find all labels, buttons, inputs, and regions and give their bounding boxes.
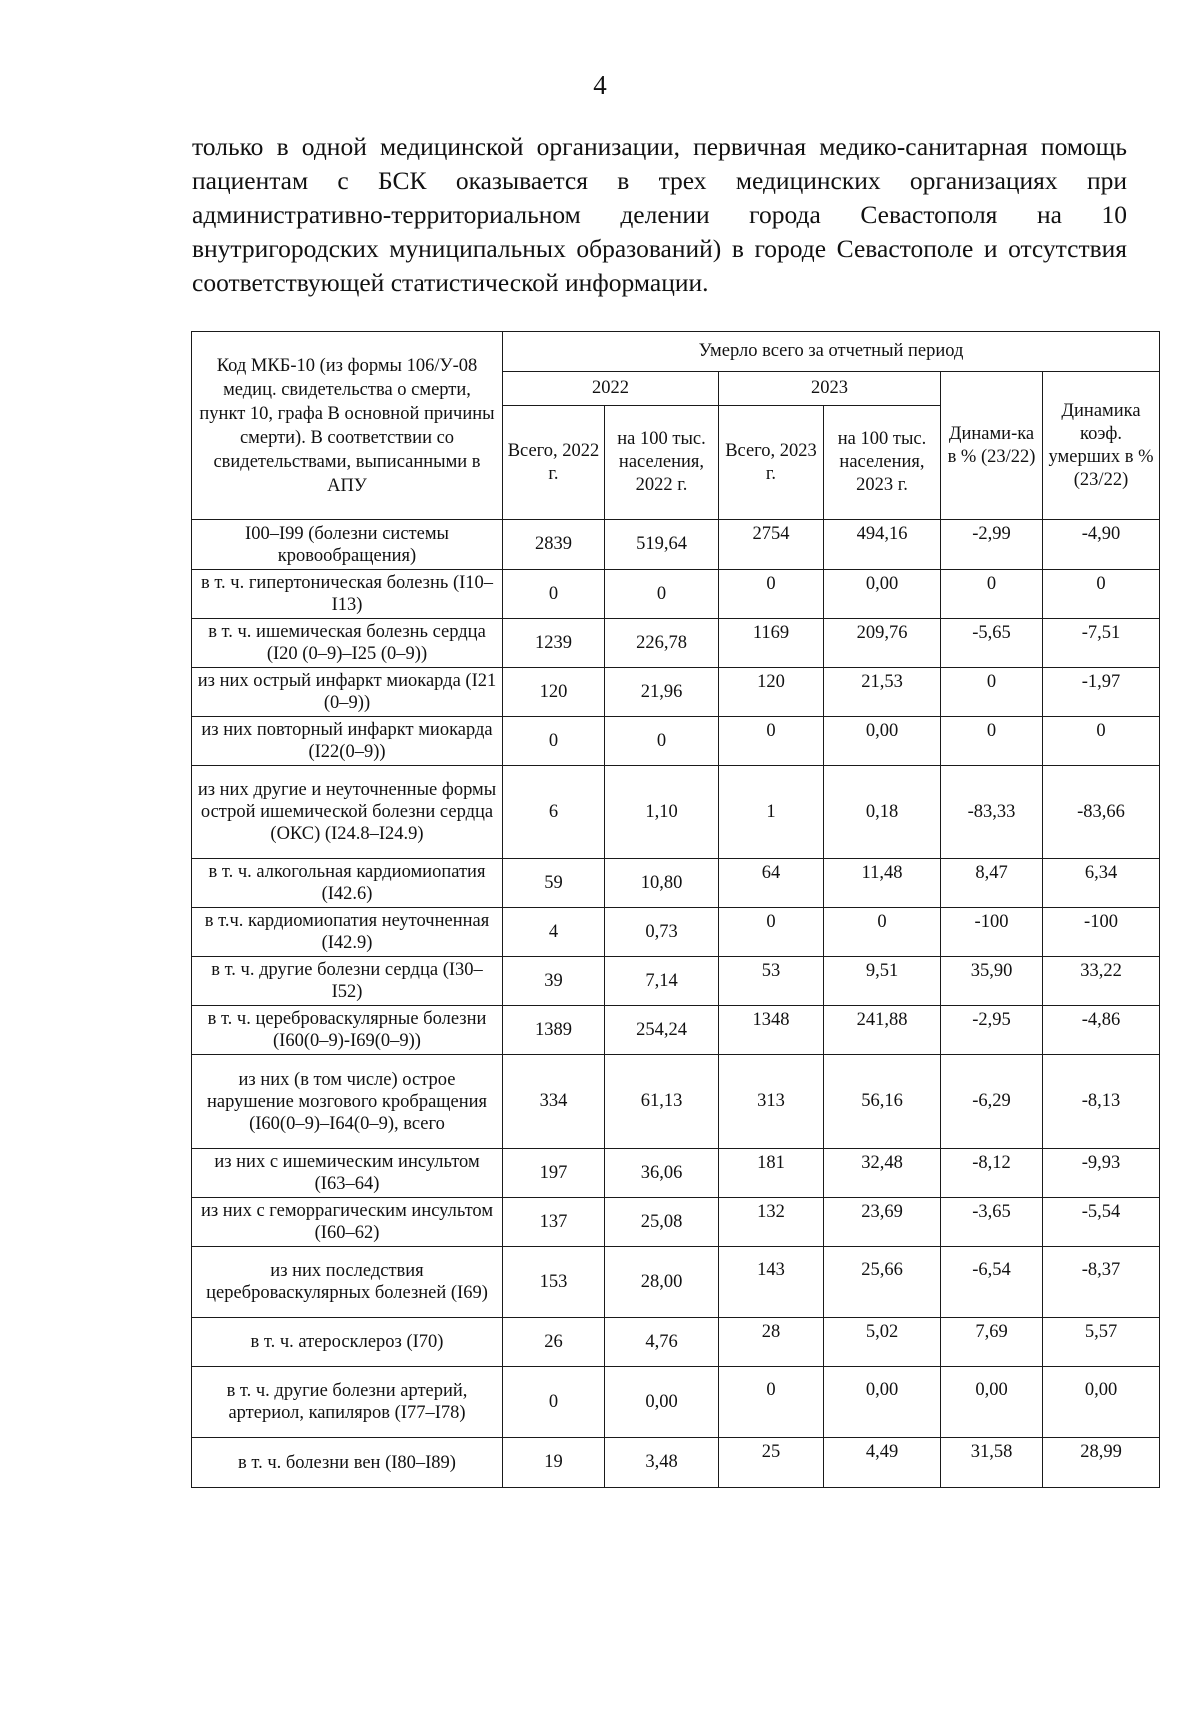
cell-total-2022: 19 (503, 1438, 605, 1488)
row-label: I00–I99 (болезни системы кровообращения) (192, 520, 503, 570)
cell-total-2023: 313 (719, 1055, 824, 1149)
table-row (192, 717, 1160, 766)
cell-total-2023: 25 (719, 1438, 824, 1488)
cell-total-2022: 26 (503, 1318, 605, 1367)
cell-dynamics-coef: -100 (1043, 908, 1160, 957)
cell-total-2022: 1389 (503, 1006, 605, 1055)
row-label: в т.ч. кардиомиопатия неуточненная (I42.9) (192, 908, 503, 957)
cell-per100k-2023: 32,48 (824, 1149, 941, 1198)
cell-dynamics-coef: -1,97 (1043, 668, 1160, 717)
cell-dynamics: 8,47 (941, 859, 1043, 908)
row-label: в т. ч. гипертоническая болезнь (I10–I13) (192, 570, 503, 619)
cell-dynamics: -2,99 (941, 520, 1043, 570)
row-label: в т. ч. цереброваскулярные болезни (I60(0–9)-I69(0–9)) (192, 1006, 503, 1055)
cell-total-2023: 120 (719, 668, 824, 717)
cell-per100k-2022: 7,14 (605, 957, 719, 1006)
cell-total-2023: 64 (719, 859, 824, 908)
cell-per100k-2023: 4,49 (824, 1438, 941, 1488)
cell-per100k-2022: 61,13 (605, 1055, 719, 1149)
cell-dynamics: 35,90 (941, 957, 1043, 1006)
table-row (192, 1198, 1160, 1247)
row-label: в т. ч. другие болезни артерий, артериол, капиляров (I77–I78) (192, 1367, 503, 1438)
cell-per100k-2023: 25,66 (824, 1247, 941, 1318)
cell-dynamics-coef: -83,66 (1043, 766, 1160, 859)
cell-dynamics: 7,69 (941, 1318, 1043, 1367)
cell-total-2022: 1239 (503, 619, 605, 668)
cell-dynamics: -83,33 (941, 766, 1043, 859)
header-period: Умерло всего за отчетный период (503, 332, 1160, 372)
table-header (192, 332, 1160, 520)
cell-per100k-2023: 0,00 (824, 1367, 941, 1438)
row-label: в т. ч. болезни вен (I80–I89) (192, 1438, 503, 1488)
cell-per100k-2022: 3,48 (605, 1438, 719, 1488)
cell-total-2023: 0 (719, 908, 824, 957)
row-label: из них острый инфаркт миокарда (I21 (0–9)) (192, 668, 503, 717)
cell-per100k-2023: 11,48 (824, 859, 941, 908)
cell-per100k-2023: 0,00 (824, 717, 941, 766)
cell-dynamics-coef: 33,22 (1043, 957, 1160, 1006)
cell-total-2022: 197 (503, 1149, 605, 1198)
cell-total-2022: 59 (503, 859, 605, 908)
intro-text-block (192, 130, 1127, 300)
cell-per100k-2022: 226,78 (605, 619, 719, 668)
cell-dynamics-coef: -4,86 (1043, 1006, 1160, 1055)
header-total-2023: Всего, 2023 г. (719, 406, 824, 520)
cell-per100k-2022: 0,00 (605, 1367, 719, 1438)
cell-dynamics-coef: 0 (1043, 570, 1160, 619)
cell-per100k-2023: 23,69 (824, 1198, 941, 1247)
row-label: из них (в том числе) острое нарушение мозгового кробращения (I60(0–9)–I64(0–9), всего (192, 1055, 503, 1149)
cell-dynamics-coef: 6,34 (1043, 859, 1160, 908)
table-row (192, 1247, 1160, 1318)
row-label: из них с геморрагическим инсультом (I60–62) (192, 1198, 503, 1247)
cell-per100k-2022: 254,24 (605, 1006, 719, 1055)
cell-per100k-2022: 519,64 (605, 520, 719, 570)
cell-total-2023: 1348 (719, 1006, 824, 1055)
table-row (192, 619, 1160, 668)
cell-total-2023: 132 (719, 1198, 824, 1247)
table-row (192, 1006, 1160, 1055)
table-row (192, 1318, 1160, 1367)
cell-dynamics: -2,95 (941, 1006, 1043, 1055)
cell-per100k-2022: 4,76 (605, 1318, 719, 1367)
cell-total-2022: 0 (503, 717, 605, 766)
cell-per100k-2022: 25,08 (605, 1198, 719, 1247)
cell-dynamics: -100 (941, 908, 1043, 957)
row-label: в т. ч. ишемическая болезнь сердца (I20 (0–9)–I25 (0–9)) (192, 619, 503, 668)
cell-per100k-2022: 0 (605, 570, 719, 619)
cell-total-2023: 53 (719, 957, 824, 1006)
header-dynamics-coef: Динамика коэф. умерших в % (23/22) (1043, 372, 1160, 520)
cell-dynamics: -6,29 (941, 1055, 1043, 1149)
cell-total-2023: 0 (719, 1367, 824, 1438)
cell-per100k-2022: 1,10 (605, 766, 719, 859)
table-body (192, 520, 1160, 1488)
row-label: из них с ишемическим инсультом (I63–64) (192, 1149, 503, 1198)
header-dynamics: Динами-ка в % (23/22) (941, 372, 1043, 520)
cell-total-2022: 6 (503, 766, 605, 859)
header-per100k-2023: на 100 тыс. населения, 2023 г. (824, 406, 941, 520)
cell-per100k-2023: 9,51 (824, 957, 941, 1006)
cell-per100k-2023: 56,16 (824, 1055, 941, 1149)
cell-total-2023: 0 (719, 717, 824, 766)
intro-paragraph: только в одной медицинской организации, первичная медико-санитарная помощь пациентам с БСК оказывается в трех медицинских организациях при административно-территориальном делении города Севастополя на 10 внутригородских муниципальных образований) в городе Севастополе и отсутствия соответствующей статистической информации. (192, 132, 1127, 297)
cell-total-2023: 1169 (719, 619, 824, 668)
header-year-2022: 2022 (503, 372, 719, 406)
table-row (192, 1367, 1160, 1438)
cell-per100k-2022: 0,73 (605, 908, 719, 957)
cell-per100k-2022: 28,00 (605, 1247, 719, 1318)
cell-total-2023: 1 (719, 766, 824, 859)
table-row (192, 1055, 1160, 1149)
mortality-table (191, 331, 1160, 1488)
cell-per100k-2023: 21,53 (824, 668, 941, 717)
cell-per100k-2023: 241,88 (824, 1006, 941, 1055)
cell-dynamics-coef: 5,57 (1043, 1318, 1160, 1367)
cell-dynamics-coef: -4,90 (1043, 520, 1160, 570)
cell-per100k-2023: 0,00 (824, 570, 941, 619)
cell-dynamics-coef: -5,54 (1043, 1198, 1160, 1247)
row-label: из них повторный инфаркт миокарда (I22(0–9)) (192, 717, 503, 766)
row-label: в т. ч. другие болезни сердца (I30–I52) (192, 957, 503, 1006)
table-row (192, 766, 1160, 859)
cell-per100k-2023: 494,16 (824, 520, 941, 570)
row-label: в т. ч. атеросклероз (I70) (192, 1318, 503, 1367)
cell-dynamics-coef: 0,00 (1043, 1367, 1160, 1438)
cell-total-2022: 334 (503, 1055, 605, 1149)
cell-dynamics-coef: 28,99 (1043, 1438, 1160, 1488)
cell-dynamics: 0 (941, 570, 1043, 619)
table-row (192, 957, 1160, 1006)
cell-per100k-2022: 0 (605, 717, 719, 766)
cell-total-2022: 120 (503, 668, 605, 717)
cell-dynamics-coef: -7,51 (1043, 619, 1160, 668)
cell-dynamics: -5,65 (941, 619, 1043, 668)
row-label: в т. ч. алкогольная кардиомиопатия (I42.6) (192, 859, 503, 908)
cell-total-2022: 0 (503, 1367, 605, 1438)
cell-total-2023: 0 (719, 570, 824, 619)
cell-total-2022: 39 (503, 957, 605, 1006)
cell-total-2022: 153 (503, 1247, 605, 1318)
cell-total-2023: 28 (719, 1318, 824, 1367)
cell-total-2022: 137 (503, 1198, 605, 1247)
table-row (192, 668, 1160, 717)
cell-dynamics-coef: -8,13 (1043, 1055, 1160, 1149)
cell-total-2023: 2754 (719, 520, 824, 570)
cell-per100k-2023: 0,18 (824, 766, 941, 859)
header-icd-code: Код МКБ-10 (из формы 106/У-08 медиц. свидетельства о смерти, пункт 10, графа В основной причины смерти). В соответствии со свидетельствами, выписанными в АПУ (192, 332, 503, 520)
cell-per100k-2023: 209,76 (824, 619, 941, 668)
cell-total-2022: 0 (503, 570, 605, 619)
cell-per100k-2023: 5,02 (824, 1318, 941, 1367)
table-row (192, 570, 1160, 619)
cell-total-2022: 2839 (503, 520, 605, 570)
cell-dynamics: 0,00 (941, 1367, 1043, 1438)
cell-per100k-2022: 21,96 (605, 668, 719, 717)
table-row (192, 520, 1160, 570)
cell-total-2022: 4 (503, 908, 605, 957)
cell-dynamics-coef: -9,93 (1043, 1149, 1160, 1198)
cell-per100k-2022: 36,06 (605, 1149, 719, 1198)
header-per100k-2022: на 100 тыс. населения, 2022 г. (605, 406, 719, 520)
table-row (192, 908, 1160, 957)
row-label: из них другие и неуточненные формы острой ишемической болезни сердца (ОКС) (I24.8–I24.9) (192, 766, 503, 859)
page-number: 4 (593, 70, 607, 100)
cell-dynamics-coef: 0 (1043, 717, 1160, 766)
cell-per100k-2022: 10,80 (605, 859, 719, 908)
cell-dynamics-coef: -8,37 (1043, 1247, 1160, 1318)
cell-dynamics: 0 (941, 717, 1043, 766)
table-row (192, 1149, 1160, 1198)
cell-dynamics: -3,65 (941, 1198, 1043, 1247)
cell-dynamics: -8,12 (941, 1149, 1043, 1198)
table-row (192, 1438, 1160, 1488)
cell-dynamics: 31,58 (941, 1438, 1043, 1488)
table-row (192, 859, 1160, 908)
header-year-2023: 2023 (719, 372, 941, 406)
row-label: из них последствия цереброваскулярных болезней (I69) (192, 1247, 503, 1318)
cell-per100k-2023: 0 (824, 908, 941, 957)
cell-dynamics: -6,54 (941, 1247, 1043, 1318)
header-total-2022: Всего, 2022 г. (503, 406, 605, 520)
cell-dynamics: 0 (941, 668, 1043, 717)
cell-total-2023: 143 (719, 1247, 824, 1318)
cell-total-2023: 181 (719, 1149, 824, 1198)
